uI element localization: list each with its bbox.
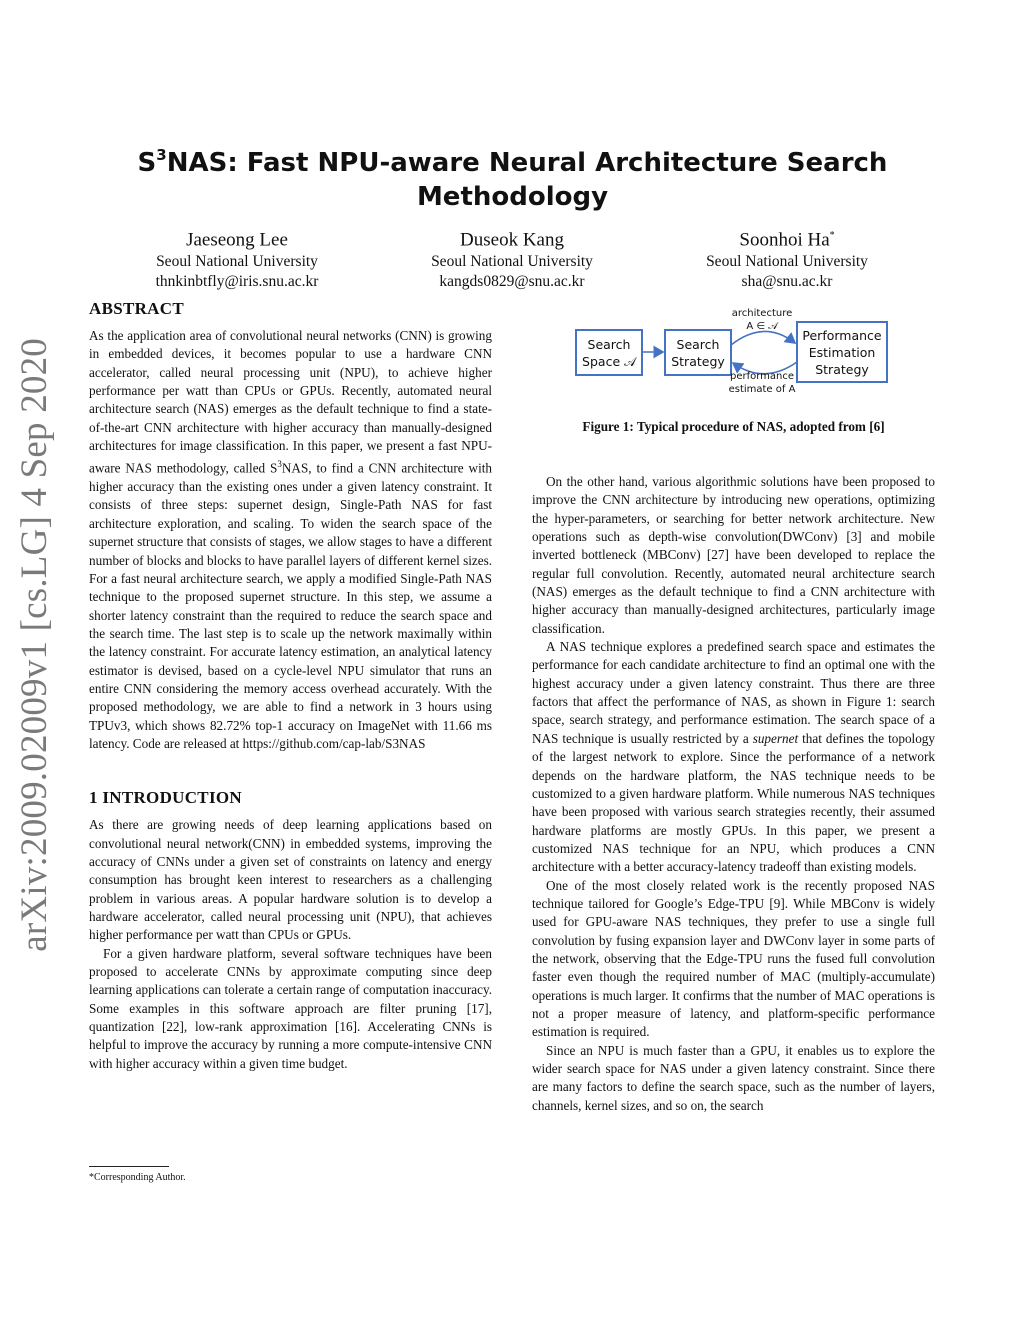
performance-estimation-label-3: Strategy: [815, 362, 869, 377]
nas-procedure-diagram: [570, 305, 900, 395]
intro-paragraph-1: As there are growing needs of deep learning applications based on convolutional neural network(CNN) in embedded systems, improving the accuracy of CNNs under a given set of constraints on latency and energy consumption has brought keen interest to researchers as a challenging problem in various areas. A popular hardware solution is to develop a hardware accelerator, called neural processing unit (NPU), that achieves higher performance per watt than CPUs or GPUs.: [89, 817, 492, 943]
author-name: Soonhoi Ha*: [739, 229, 835, 251]
author-block-3: [637, 224, 937, 292]
paper-title: [90, 138, 935, 214]
title-superscript: 3: [156, 146, 167, 164]
title-line-1: [90, 138, 935, 180]
left-column: [89, 298, 492, 1073]
arrow-label-estimate: estimate of A: [728, 384, 796, 395]
intro-paragraph-2: For a given hardware platform, several software techniques have been proposed to accelerate CNNs by approximate computing since deep learning applications can tolerate a certain range of computation inaccuracy. Some examples in this software approach are filter pruning [17], quantization [22], low-rank approximation [16]. Accelerating CNNs is helpful to improve the accuracy by running a more compute-intensive CNN with higher accuracy within a given time budget.: [89, 945, 492, 1071]
title-prefix: S: [137, 148, 157, 178]
right-paragraph-3: One of the most closely related work is the recently proposed NAS technique tailored for Google’s Edge-TPU [9]. While MBConv is widely used for GPU-aware NAS techniques, they prefer to use a single full convolution by fusing expansion layer and DWConv layer in some parts of the network, observing that the Edge-TPU runs the fused full convolution faster even though the required number of MAC (multiply-accumulate) operations is much larger. It confirms that the number of MAC operations is not a proper measure of latency, and platform-specific performance estimation is required.: [532, 877, 935, 1040]
arrow-label-architecture: architecture: [731, 308, 793, 319]
author-block-1: [87, 224, 387, 292]
arrow-label-a-in-space: A ∈ 𝒜: [746, 321, 778, 332]
search-strategy-label-1: Search: [676, 337, 720, 352]
search-strategy-label-2: Strategy: [671, 354, 725, 369]
search-space-label-2: Space 𝒜: [582, 354, 636, 369]
author-email[interactable]: thnkinbtfly@iris.snu.ac.kr: [155, 273, 319, 291]
author-affiliation: Seoul National University: [431, 253, 593, 271]
author-name: Jaeseong Lee: [186, 229, 288, 251]
architecture-arrow: [731, 331, 795, 345]
footnote-divider: [89, 1166, 169, 1167]
author-email[interactable]: sha@snu.ac.kr: [741, 273, 833, 291]
title-rest: NAS: Fast NPU-aware Neural Architecture Search: [166, 148, 888, 178]
author-email[interactable]: kangds0829@snu.ac.kr: [439, 273, 585, 291]
figure-1-caption: Figure 1: Typical procedure of NAS, adopted from [6]: [582, 419, 885, 434]
right-paragraph-2: A NAS technique explores a predefined search space and estimates the performance for each candidate architecture to find an optimal one with the highest accuracy under a given latency constraint. Thus there are three factors that affect the performance of NAS, as shown in Figure 1: search space, search strategy, and performance estimation. The search space of a NAS technique is usually restricted by a supernet that defines the topology of the largest network to explore. Since the performance of a network depends on the hardware platform, the NAS technique needs to be customized to a given hardware platform. While numerous NAS techniques have been proposed with various search strategies recently, their assumed hardware platforms are mostly GPUs. In this paper, we present a customized NAS technique for an NPU, which produces a CNN architecture with a better accuracy-latency tradeoff than existing models.: [532, 639, 935, 875]
right-paragraph-4: Since an NPU is much faster than a GPU, it enables us to explore the wider search space for NAS under a given latency constraint. Since there are many factors to define the search space, such as the number of layers, channels, kernel sizes, and so on, the search: [532, 1042, 935, 1113]
author-affiliation: Seoul National University: [156, 253, 318, 271]
arxiv-id-text: arXiv:2009.02009v1 [cs.LG] 4 Sep 2020: [13, 338, 55, 952]
arrow-label-performance: performance: [729, 371, 795, 382]
right-paragraph-1: On the other hand, various algorithmic solutions have been proposed to improve the CNN architecture by introducing new operations, optimizing the hyper-parameters, or searching for better network architecture. New operations such as depth-wise convolution(DWConv) [3] and mobile inverted bottleneck (MBConv) [27] have been developed to replace the regular full convolution. Recently, automated neural architecture search (NAS) emerges as the default technique to find a CNN architecture with higher accuracy than manually-designed architectures, particularly image classification.: [532, 474, 935, 636]
author-affiliation: Seoul National University: [706, 253, 868, 271]
title-line-2: Methodology: [416, 182, 609, 212]
abstract-text: As the application area of convolutional neural networks (CNN) is growing in embedded devices, it becomes popular to use a hardware CNN accelerator, called neural processing unit (NPU), to achieve higher performance per watt than CPUs or GPUs. Recently, automated neural architecture search (NAS) emerges as the default technique to find a state-of-the-art CNN architecture with higher accuracy than manually-designed architectures for image classification. In this paper, we present a fast NPU-aware NAS methodology, called $S^3NAS$, to find a CNN architecture with higher accuracy than the existing ones under a given latency constraint. It consists of three steps: supernet design, Single-Path NAS for fast architecture exploration, and scaling. To widen the search space of the supernet structure that consists of stages, we allow stages to have a different number of blocks and blocks to have parallel layers of different kernel sizes. For a fast neural architecture search, we apply a modified Single-Path NAS technique to the proposed supernet structure. In this step, we assume a shorter latency constraint than the required to reduce the search space and the search time. The last step is to scale up the network maximally within the latency constraint. For accurate latency estimation, an analytical latency estimator is devised, based on a cycle-level NPU simulator that runs an entire CNN considering the memory access overhead accurately. With the proposed methodology, we are able to find a network in 3 hours using TPUv3, which shows 82.72% top-1 accuracy on ImageNet with 11.66 ms latency. Code are released at https://github.com/cap-lab/S3NAS: [89, 328, 492, 751]
author-name: Duseok Kang: [460, 229, 564, 251]
performance-estimation-label-1: Performance: [802, 328, 882, 343]
author-block-2: [362, 224, 662, 292]
introduction-heading: 1 INTRODUCTION: [89, 788, 242, 808]
search-space-label-1: Search: [587, 337, 631, 352]
right-column: [532, 473, 935, 1115]
abstract-heading: ABSTRACT: [89, 299, 184, 318]
arxiv-identifier: [13, 338, 55, 952]
performance-estimation-label-2: Estimation: [808, 345, 876, 360]
footnote: *Corresponding Author.: [89, 1172, 186, 1183]
